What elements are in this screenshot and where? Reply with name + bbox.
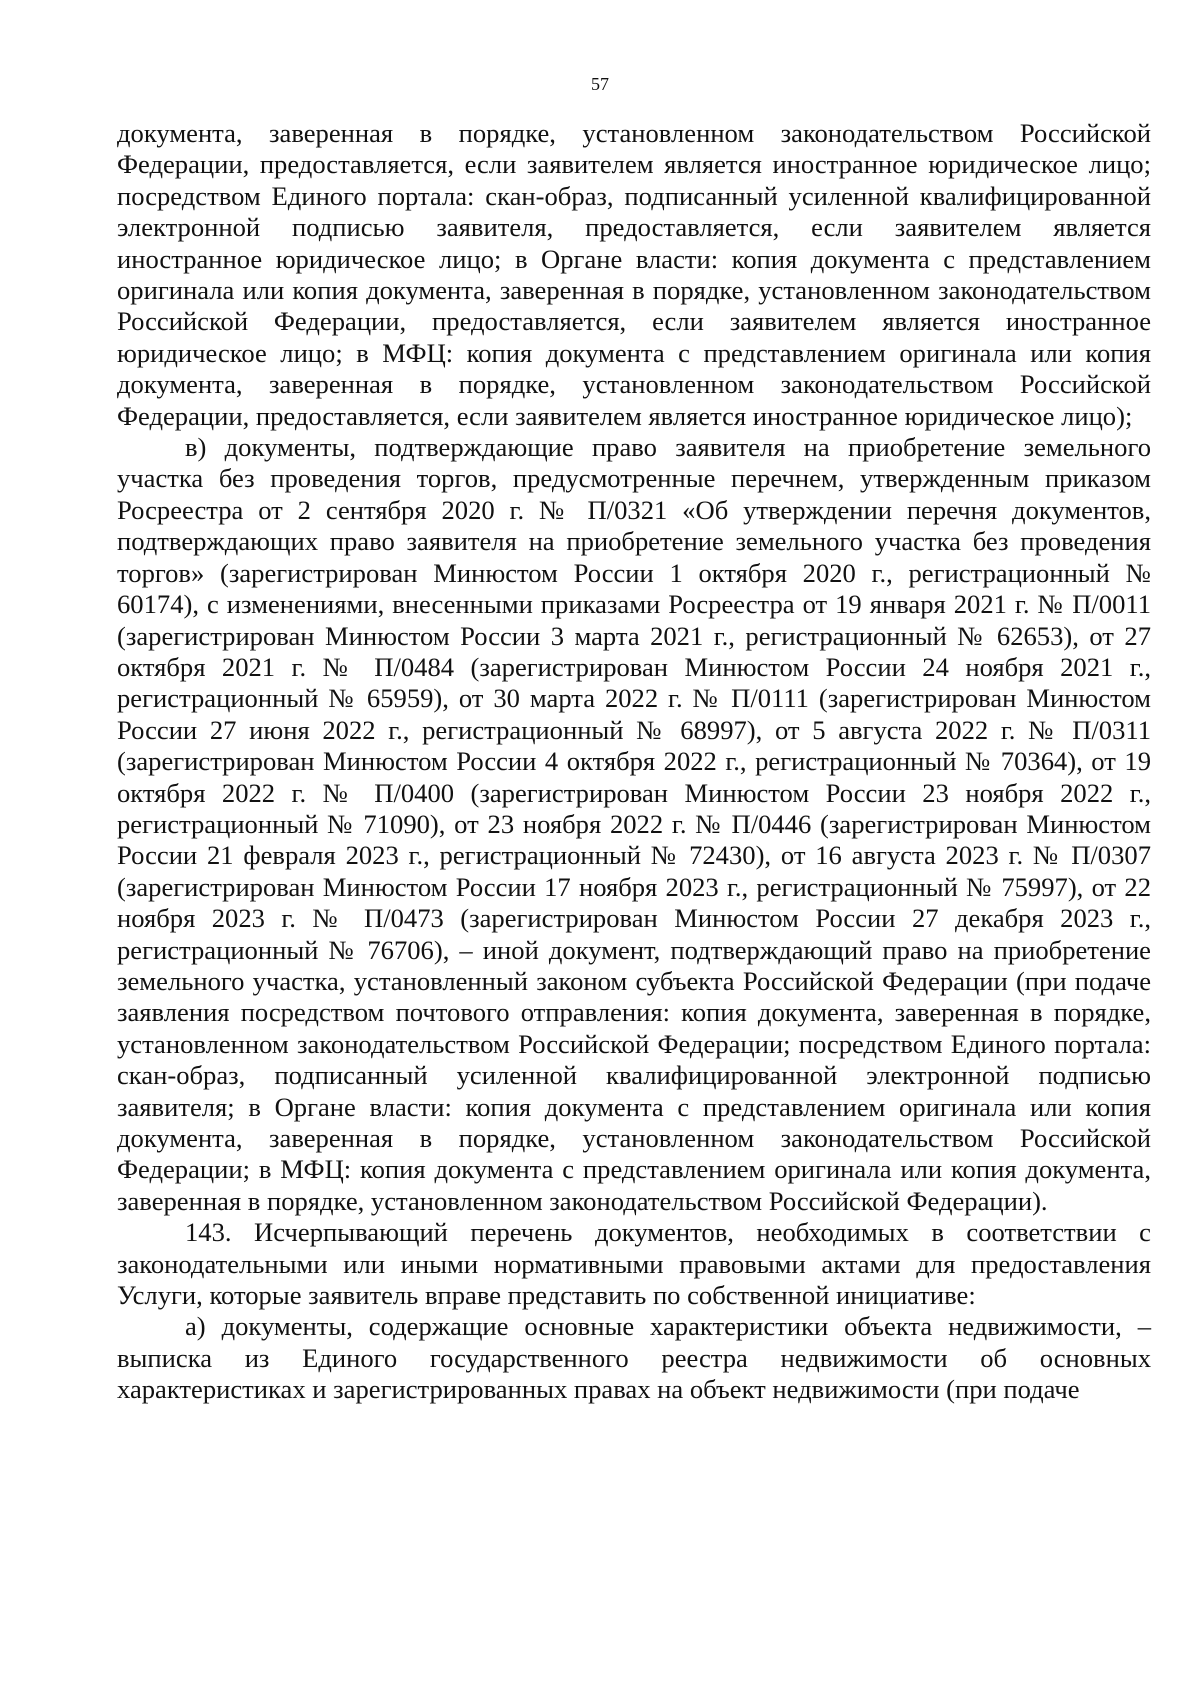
page-number: 57	[591, 74, 609, 94]
document-body	[117, 118, 1151, 1406]
paragraph-143: 143. Исчерпывающий перечень документов, необходимых в соответствии с законодательными или иными нормативными правовыми актами для предоставления Услуги, которые заявитель вправе представить по собственной инициативе:	[117, 1217, 1151, 1311]
paragraph-item-a: а) документы, содержащие основные характеристики объекта недвижимости, – выписка из Единого государственного реестра недвижимости об основных характеристиках и зарегистрированных правах на объект недвижимости (при подаче	[117, 1311, 1151, 1405]
paragraph-continuation: документа, заверенная в порядке, установленном законодательством Российской Федерации, предоставляется, если заявителем является иностранное юридическое лицо; посредством Единого портала: скан-образ, подписанный усиленной квалифицированной электронной подписью заявителя, предоставляется, если заявителем является иностранное юридическое лицо; в Органе власти: копия документа с представлением оригинала или копия документа, заверенная в порядке, установленном законодательством Российской Федерации, предоставляется, если заявителем является иностранное юридическое лицо; в МФЦ: копия документа с представлением оригинала или копия документа, заверенная в порядке, установленном законодательством Российской Федерации, предоставляется, если заявителем является иностранное юридическое лицо);	[117, 118, 1151, 431]
paragraph-item-v: в) документы, подтверждающие право заявителя на приобретение земельного участка без проведения торгов, предусмотренные перечнем, утвержденным приказом Росреестра от 2 сентября 2020 г. № П/0321 «Об утверждении перечня документов, подтверждающих право заявителя на приобретение земельного участка без проведения торгов» (зарегистрирован Минюстом России 1 октября 2020 г., регистрационный № 60174), с изменениями, внесенными приказами Росреестра от 19 января 2021 г. № П/0011 (зарегистрирован Минюстом России 3 марта 2021 г., регистрационный № 62653), от 27 октября 2021 г. № П/0484 (зарегистрирован Минюстом России 24 ноября 2021 г., регистрационный № 65959), от 30 марта 2022 г. № П/0111 (зарегистрирован Минюстом России 27 июня 2022 г., регистрационный № 68997), от 5 августа 2022 г. № П/0311 (зарегистрирован Минюстом России 4 октября 2022 г., регистрационный № 70364), от 19 октября 2022 г. № П/0400 (зарегистрирован Минюстом России 23 ноября 2022 г., регистрационный № 71090), от 23 ноября 2022 г. № П/0446 (зарегистрирован Минюстом России 21 февраля 2023 г., регистрационный № 72430), от 16 августа 2023 г. № П/0307 (зарегистрирован Минюстом России 17 ноября 2023 г., регистрационный № 75997), от 22 ноября 2023 г. № П/0473 (зарегистрирован Минюстом России 27 декабря 2023 г., регистрационный № 76706), – иной документ, подтверждающий право на приобретение земельного участка, установленный законом субъекта Российской Федерации (при подаче заявления посредством почтового отправления: копия документа, заверенная в порядке, установленном законодательством Российской Федерации; посредством Единого портала: скан-образ, подписанный усиленной квалифицированной электронной подписью заявителя; в Органе власти: копия документа с представлением оригинала или копия документа, заверенная в порядке, установленном законодательством Российской Федерации; в МФЦ: копия документа с представлением оригинала или копия документа, заверенная в порядке, установленном законодательством Российской Федерации).	[117, 432, 1151, 1216]
